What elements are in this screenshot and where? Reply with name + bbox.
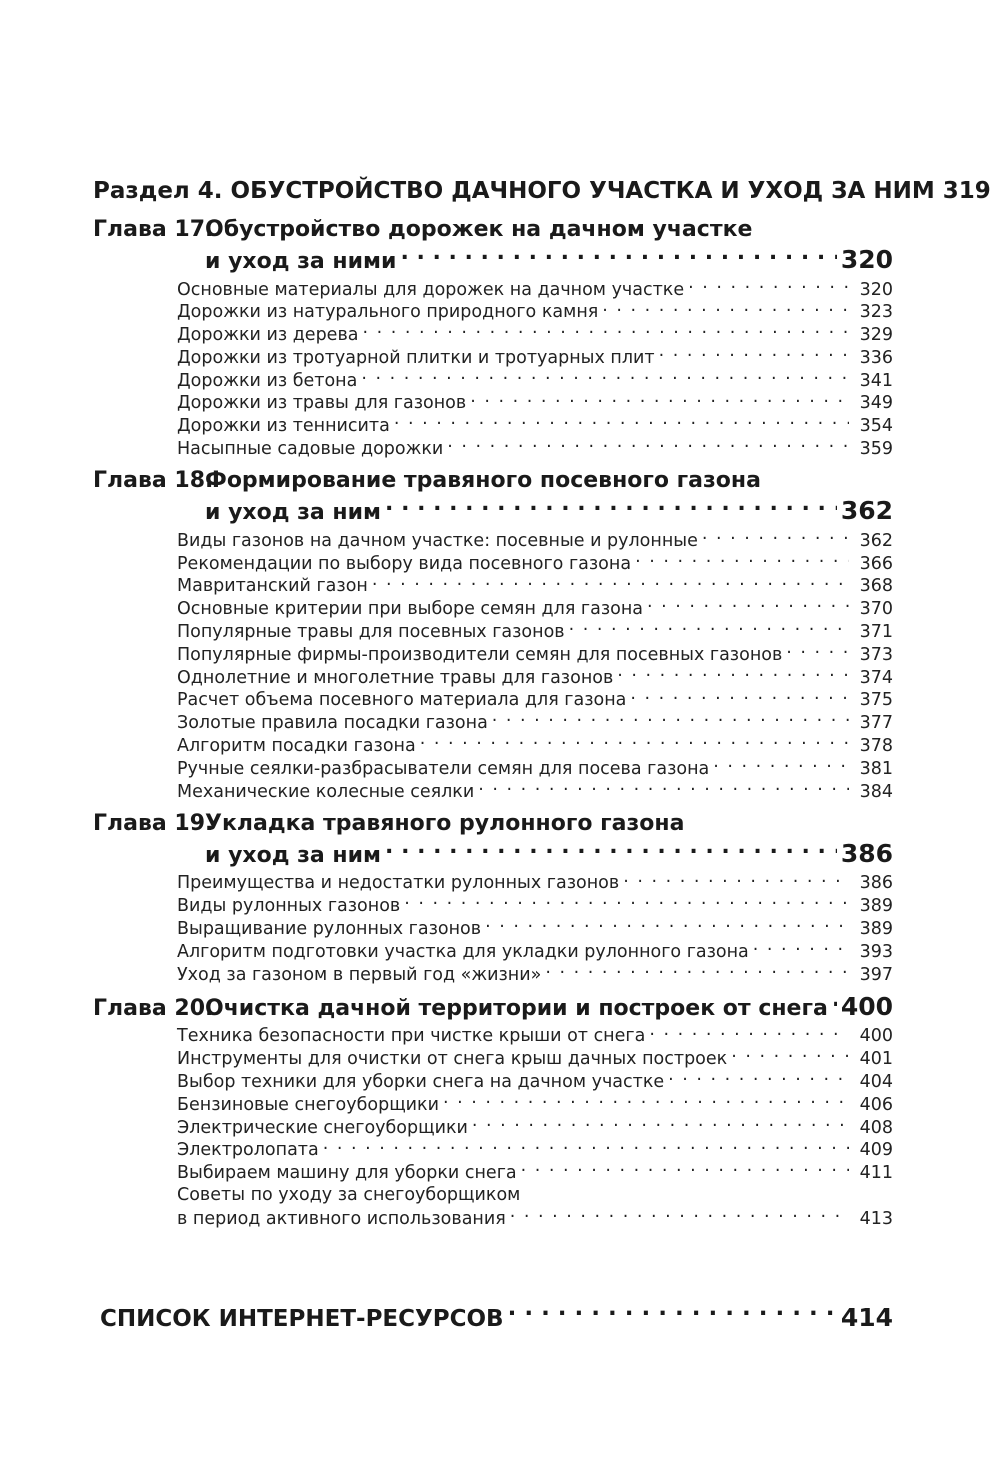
entry-page: 366	[859, 553, 893, 574]
chapter-title-line2: и уход за ним	[205, 500, 382, 526]
entry-title: Инструменты для очистки от снега крыш дачных построек	[177, 1049, 728, 1070]
entry-page: 393	[859, 941, 893, 962]
entry-page: 371	[859, 622, 893, 643]
entry-title: Алгоритм подготовки участка для укладки рулонного газона	[177, 941, 749, 962]
leader-dots	[363, 323, 850, 341]
chapter-page: 386	[840, 838, 893, 868]
chapter-heading-link[interactable]	[205, 245, 893, 275]
entry-page: 354	[859, 416, 893, 437]
leader-dots	[470, 391, 849, 409]
leader-dots	[647, 597, 849, 615]
chapter-18	[93, 465, 893, 526]
leader-dots	[623, 871, 849, 889]
entry-page: 359	[859, 439, 893, 460]
section-page: 319	[942, 178, 991, 204]
entry-page: 404	[859, 1072, 893, 1093]
toc-entry[interactable]	[177, 734, 893, 757]
entry-title: Основные материалы для дорожек на дачном участке	[177, 279, 685, 300]
entry-title: Дорожки из тротуарной плитки и тротуарных плит	[177, 347, 655, 368]
leader-dots	[385, 497, 837, 519]
resources-page: 414	[840, 1303, 893, 1332]
leader-dots	[447, 437, 849, 455]
leader-dots	[510, 1206, 849, 1224]
leader-dots	[786, 642, 849, 660]
chapter-heading-link[interactable]	[93, 991, 893, 1022]
leader-dots	[635, 551, 849, 569]
entry-page: 323	[859, 302, 893, 323]
entry-page: 384	[859, 781, 893, 802]
entry-title: Выбор техники для уборки снега на дачном участке	[177, 1072, 665, 1093]
leader-dots	[668, 1070, 849, 1088]
entry-title: Виды рулонных газонов	[177, 896, 401, 917]
toc-entry[interactable]	[177, 962, 893, 985]
chapter-heading-link[interactable]	[205, 496, 893, 526]
toc-entry[interactable]	[177, 688, 893, 711]
entry-page: 375	[859, 690, 893, 711]
toc-entry[interactable]	[177, 1115, 893, 1138]
chapter-number: Глава 20.	[93, 995, 214, 1021]
toc-entry[interactable]	[177, 871, 893, 894]
internet-resources-heading[interactable]	[100, 1300, 893, 1336]
entry-page: 389	[859, 896, 893, 917]
entry-title: Преимущества и недостатки рулонных газонов	[177, 873, 620, 894]
entry-title-line1: Советы по уходу за снегоуборщиком	[177, 1184, 521, 1205]
leader-dots	[420, 734, 849, 752]
toc-entry[interactable]	[177, 1161, 893, 1184]
toc-entry[interactable]	[177, 345, 893, 368]
entry-page: 386	[859, 873, 893, 894]
entry-title: Основные критерии при выборе семян для газона	[177, 599, 644, 620]
entry-title: Дорожки из натурального природного камня	[177, 302, 599, 323]
leader-dots	[372, 574, 849, 592]
entry-title: Дорожки из травы для газонов	[177, 393, 467, 414]
toc-entry[interactable]	[177, 551, 893, 574]
toc-entry[interactable]	[177, 368, 893, 391]
entry-title: Электролопата	[177, 1140, 319, 1161]
leader-dots	[400, 246, 836, 268]
entry-page: 374	[859, 667, 893, 688]
entry-page: 406	[859, 1094, 893, 1115]
leader-dots	[753, 939, 849, 957]
entry-title: Дорожки из теннисита	[177, 416, 390, 437]
entry-title: Бензиновые снегоуборщики	[177, 1094, 439, 1115]
toc-entry[interactable]	[177, 323, 893, 346]
toc-entry[interactable]	[177, 391, 893, 414]
toc-entry[interactable]	[177, 300, 893, 323]
leader-dots	[569, 620, 849, 638]
chapter-19-entries	[177, 871, 893, 985]
leader-dots	[649, 1024, 849, 1042]
chapter-17-entries	[177, 277, 893, 459]
entry-title: Однолетние и многолетние травы для газонов	[177, 667, 614, 688]
leader-dots	[472, 1115, 849, 1133]
entry-title: Техника безопасности при чистке крыши от снега	[177, 1026, 646, 1047]
chapter-title-line2: и уход за ним	[205, 842, 382, 868]
chapter-title-line1: Формирование травяного посевного газона	[205, 468, 761, 494]
toc-entry[interactable]	[177, 642, 893, 665]
entry-title: Виды газонов на дачном участке: посевные и рулонные	[177, 530, 698, 551]
toc-entry[interactable]	[177, 779, 893, 802]
entry-title: Золотые правила посадки газона	[177, 713, 488, 734]
entry-page: 349	[859, 393, 893, 414]
entry-page: 381	[859, 758, 893, 779]
leader-dots	[361, 368, 849, 386]
entry-page: 401	[859, 1049, 893, 1070]
toc-entry[interactable]	[177, 894, 893, 917]
entry-page: 400	[859, 1026, 893, 1047]
chapter-title-line2: и уход за ними	[205, 249, 397, 274]
chapter-title-line1: Очистка дачной территории и построек от снега	[205, 995, 828, 1021]
toc-entry[interactable]	[177, 1092, 893, 1115]
entry-title: Мавританский газон	[177, 576, 368, 597]
toc-entry[interactable]	[177, 917, 893, 940]
toc-entry[interactable]	[177, 711, 893, 734]
chapter-number: Глава 17.	[93, 217, 214, 242]
chapter-18-entries	[177, 528, 893, 802]
entry-page: 341	[859, 370, 893, 391]
toc-entry[interactable]	[177, 665, 893, 688]
entry-title: Электрические снегоуборщики	[177, 1117, 468, 1138]
entry-page: 362	[859, 530, 893, 551]
entry-title: Популярные травы для посевных газонов	[177, 622, 565, 643]
entry-page: 377	[859, 713, 893, 734]
section-heading[interactable]	[93, 174, 991, 208]
resources-title: СПИСОК ИНТЕРНЕТ-РЕСУРСОВ	[100, 1306, 504, 1332]
entry-title: в период активного использования	[177, 1208, 506, 1229]
entry-title: Алгоритм посадки газона	[177, 736, 416, 757]
chapter-20-entries	[177, 1024, 893, 1229]
chapter-19	[93, 808, 893, 869]
entry-title: Расчет объема посевного материала для газона	[177, 690, 627, 711]
table-of-contents	[93, 174, 991, 1235]
leader-dots	[492, 711, 849, 729]
entry-page: 409	[859, 1140, 893, 1161]
toc-entry[interactable]	[177, 1070, 893, 1093]
chapter-page: 362	[840, 496, 893, 526]
toc-entry[interactable]	[177, 1138, 893, 1161]
entry-title: Выбираем машину для уборки снега	[177, 1163, 517, 1184]
leader-dots	[385, 840, 837, 862]
toc-entry[interactable]	[177, 528, 893, 551]
leader-dots	[394, 414, 849, 432]
chapter-title-line1: Укладка травяного рулонного газона	[205, 810, 685, 836]
entry-page: 378	[859, 736, 893, 757]
section-title: Раздел 4. ОБУСТРОЙСТВО ДАЧНОГО УЧАСТКА И УХОД ЗА НИМ	[93, 178, 935, 204]
toc-entry[interactable]	[177, 437, 893, 460]
entry-title: Дорожки из дерева	[177, 325, 359, 346]
toc-entry[interactable]	[177, 597, 893, 620]
chapter-20	[93, 991, 893, 1022]
toc-entry[interactable]	[177, 414, 893, 437]
leader-dots	[713, 756, 849, 774]
toc-entry-multiline[interactable]	[177, 1184, 893, 1230]
leader-dots	[478, 779, 849, 797]
entry-page: 320	[859, 279, 893, 300]
toc-entry[interactable]	[177, 574, 893, 597]
entry-title: Дорожки из бетона	[177, 370, 358, 391]
entry-title: Ручные сеялки-разбрасыватели семян для посева газона	[177, 758, 710, 779]
entry-page: 329	[859, 325, 893, 346]
chapter-page: 320	[840, 245, 893, 274]
entry-page: 373	[859, 644, 893, 665]
leader-dots	[404, 894, 849, 912]
leader-dots	[508, 1303, 837, 1326]
entry-page: 408	[859, 1117, 893, 1138]
entry-title: Рекомендации по выбору вида посевного газона	[177, 553, 632, 574]
toc-entry[interactable]	[177, 756, 893, 779]
entry-page: 370	[859, 599, 893, 620]
entry-title: Насыпные садовые дорожки	[177, 439, 444, 460]
chapter-title-line1: Обустройство дорожек на дачном участке	[205, 217, 753, 242]
toc-entry[interactable]	[177, 939, 893, 962]
chapter-page: 400	[840, 991, 893, 1021]
toc-entry[interactable]	[177, 1024, 893, 1047]
leader-dots	[832, 993, 837, 1015]
toc-entry[interactable]	[177, 1047, 893, 1070]
chapter-number: Глава 19.	[93, 810, 214, 836]
leader-dots	[659, 345, 849, 363]
leader-dots	[545, 962, 849, 980]
entry-page: 411	[859, 1163, 893, 1184]
leader-dots	[731, 1047, 849, 1065]
leader-dots	[443, 1092, 849, 1110]
entry-page: 368	[859, 576, 893, 597]
leader-dots	[688, 277, 849, 295]
entry-page: 336	[859, 347, 893, 368]
entry-page: 389	[859, 919, 893, 940]
entry-page: 397	[859, 964, 893, 985]
entry-title: Выращивание рулонных газонов	[177, 919, 482, 940]
chapter-heading-link[interactable]	[205, 839, 893, 869]
leader-dots	[485, 917, 849, 935]
toc-entry[interactable]	[177, 277, 893, 300]
leader-dots	[630, 688, 849, 706]
leader-dots	[702, 528, 849, 546]
entry-title: Механические колесные сеялки	[177, 781, 475, 802]
chapter-17	[93, 214, 893, 275]
leader-dots	[323, 1138, 849, 1156]
entry-title: Популярные фирмы-производители семян для посевных газонов	[177, 644, 783, 665]
leader-dots	[602, 300, 849, 318]
toc-entry[interactable]	[177, 620, 893, 643]
chapter-number: Глава 18.	[93, 468, 214, 494]
entry-page: 413	[859, 1208, 893, 1229]
entry-title: Уход за газоном в первый год «жизни»	[177, 964, 542, 985]
leader-dots	[521, 1161, 849, 1179]
leader-dots	[617, 665, 849, 683]
